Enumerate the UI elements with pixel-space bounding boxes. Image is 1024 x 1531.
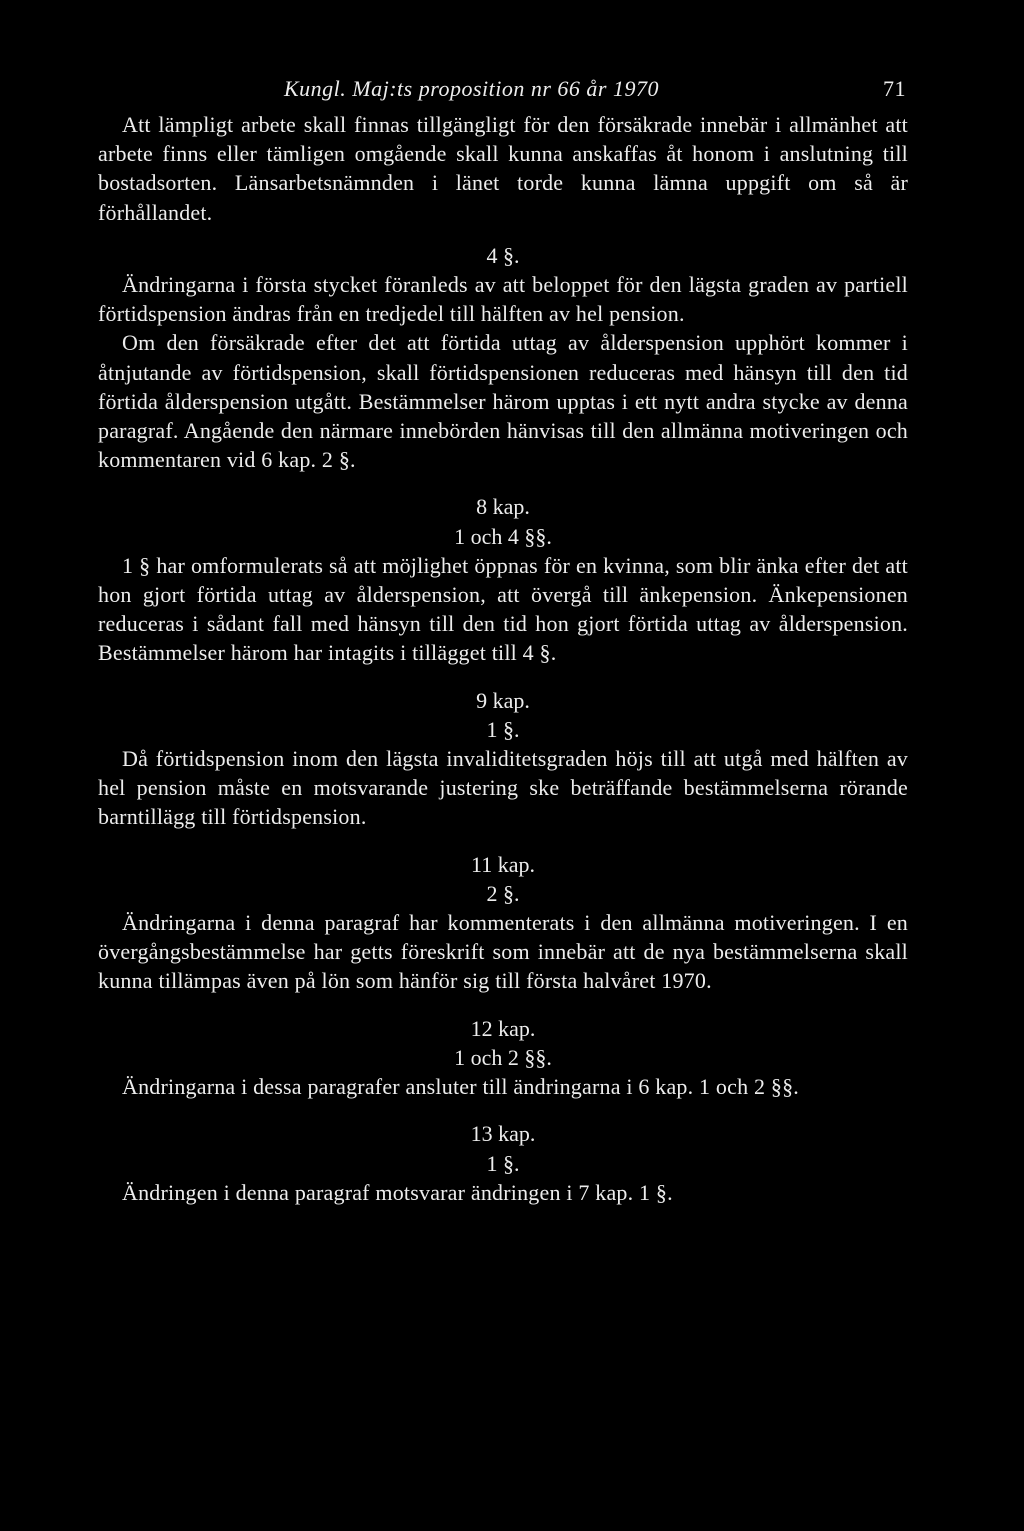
section-4-heading: 4 §. bbox=[486, 242, 520, 268]
chapter-12-heading: 12 kap. bbox=[470, 1015, 536, 1041]
page-number: 71 bbox=[883, 76, 906, 101]
chapter-13-section-heading: 1 §. bbox=[486, 1150, 520, 1176]
document-page bbox=[98, 70, 908, 1207]
chapter-9-paragraph: Då förtidspension inom den lägsta invaliditetsgraden höjs till att utgå med hälften av hel pension måste en motsvarande justering ske beträffande bestämmelserna rörande barntillägg till förtidspension. bbox=[98, 746, 908, 830]
chapter-12-section-heading: 1 och 2 §§. bbox=[454, 1044, 552, 1070]
section-4-paragraph-2: Om den försäkrade efter det att förtida uttag av ålderspension upphört kommer i åtnjutande av förtidspension, skall förtidspensionen reduceras med hänsyn till den tid förtida ålderspension utgått. Bestämmelser härom upptas i ett nytt andra stycke av denna paragraf. Angående den närmare innebörden hänvisas till den allmänna motiveringen och kommentaren vid 6 kap. 2 §. bbox=[98, 330, 908, 473]
chapter-11-paragraph: Ändringarna i denna paragraf har kommenterats i den allmänna motiveringen. I en övergångsbestämmelse har getts föreskrift som innebär att de nya bestämmelserna skall kunna tillämpas även på lön som hänför sig till första halvåret 1970. bbox=[98, 910, 908, 994]
chapter-8-section-heading: 1 och 4 §§. bbox=[454, 523, 552, 549]
running-header bbox=[98, 70, 908, 110]
chapter-9-heading: 9 kap. bbox=[476, 687, 530, 713]
chapter-11-heading: 11 kap. bbox=[471, 851, 535, 877]
intro-paragraph: Att lämpligt arbete skall finnas tillgängligt för den försäkrade innebär i allmänhet att arbete finns eller tämligen omgående skall kunna anskaffas åt honom i anslutning till bostadsorten. Länsarbetsnämnden i länet torde kunna lämna uppgift om så är förhållandet. bbox=[98, 112, 908, 225]
chapter-11-section-heading: 2 §. bbox=[486, 880, 520, 906]
chapter-13-heading: 13 kap. bbox=[470, 1121, 536, 1147]
chapter-13-paragraph: Ändringen i denna paragraf motsvarar ändringen i 7 kap. 1 §. bbox=[122, 1179, 673, 1205]
chapter-8-paragraph: 1 § har omformulerats så att möjlighet öppnas för en kvinna, som blir änka efter det att hon gjort förtida uttag av ålderspension, att övergå till änkepension. Änkepensionen reduceras i sådant fall med hänsyn till den tid hon gjort förtida uttag av ålderspension. Bestämmelser härom har intagits i tillägget till 4 §. bbox=[98, 552, 908, 666]
running-header-title: Kungl. Maj:ts proposition nr 66 år 1970 bbox=[284, 76, 659, 101]
chapter-8-heading: 8 kap. bbox=[476, 494, 530, 520]
section-4-paragraph-1: Ändringarna i första stycket föranleds av att beloppet för den lägsta graden av partiell förtidspension ändras från en tredjedel till hälften av hel pension. bbox=[98, 272, 908, 327]
chapter-12-paragraph: Ändringarna i dessa paragrafer ansluter till ändringarna i 6 kap. 1 och 2 §§. bbox=[122, 1074, 800, 1100]
chapter-9-section-heading: 1 §. bbox=[486, 716, 520, 742]
